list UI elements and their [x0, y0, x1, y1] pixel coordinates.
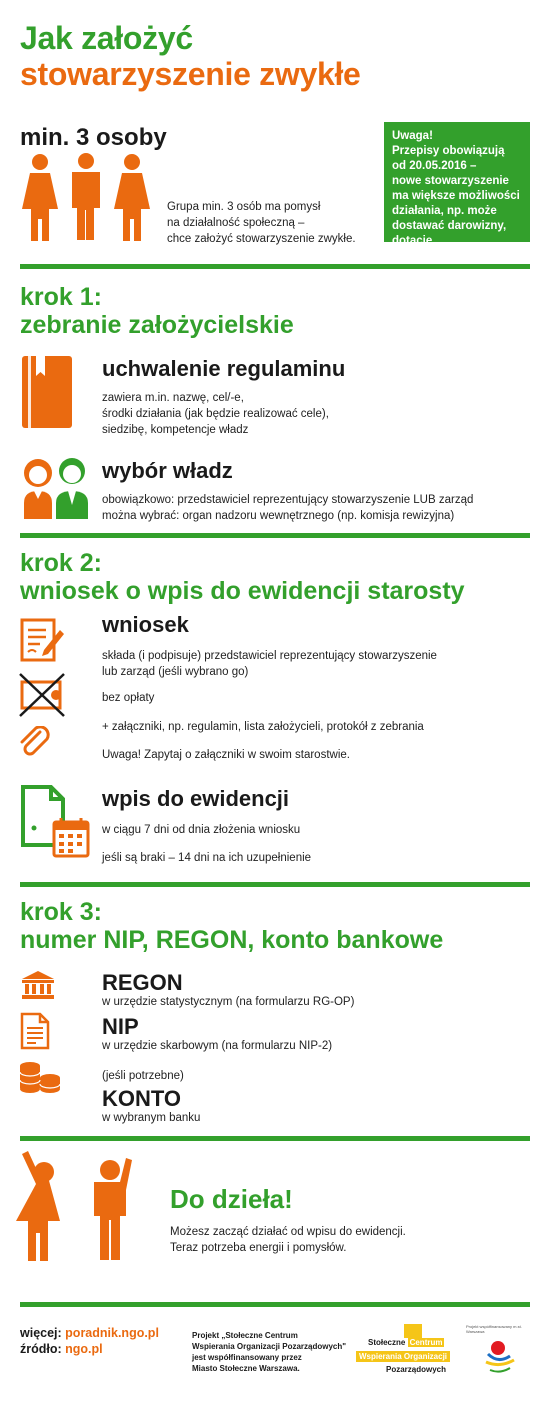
- footer-source-label: źródło:: [20, 1342, 66, 1356]
- divider: [20, 1136, 530, 1141]
- footer-more: [20, 1326, 159, 1340]
- project-line: Projekt „Stołeczne Centrum: [192, 1331, 298, 1340]
- step1-item2-line2: można wybrać: organ nadzoru wewnętrznego (np. komisja rewizyjna): [102, 510, 455, 522]
- page-title-line1: Jak założyć: [20, 20, 193, 56]
- konto-pre: (jeśli potrzebne): [102, 1070, 184, 1082]
- footer-more-link[interactable]: poradnik.ngo.pl: [65, 1326, 159, 1340]
- step1-item1-line1: zawiera m.in. nazwę, cel/-e,: [102, 392, 244, 404]
- step1-item1-heading: uchwalenie regulaminu: [102, 356, 346, 381]
- notice-line: ma większe możliwości: [392, 190, 520, 202]
- regon-text: w urzędzie statystycznym (na formularzu RG-OP): [102, 996, 355, 1008]
- document-calendar-icon: [20, 784, 92, 860]
- warsaw-logo: [482, 1334, 518, 1378]
- form-document-icon: [20, 1012, 50, 1050]
- step1-item2-line1: obowiązkowo: przedstawiciel reprezentujący stowarzyszenie LUB zarząd: [102, 494, 474, 506]
- step3-title-line2: numer NIP, REGON, konto bankowe: [20, 926, 444, 954]
- logo-mark: [404, 1324, 422, 1338]
- page-title-line2: stowarzyszenie zwykłe: [20, 56, 361, 92]
- logo-text-line3: Pozarządowych: [386, 1365, 447, 1374]
- konto-text: w wybranym banku: [102, 1112, 201, 1124]
- scwop-logo: [356, 1324, 452, 1378]
- divider: [20, 882, 530, 887]
- step3-title-line1: krok 3:: [20, 898, 102, 926]
- paperclip-icon: [20, 726, 50, 758]
- outro-heading: Do dzieła!: [170, 1184, 293, 1214]
- logo-text-a: Stołeczne: [368, 1338, 406, 1347]
- board-people-icon: [20, 455, 90, 521]
- project-info: [192, 1330, 346, 1374]
- book-icon: [20, 354, 76, 430]
- nip-text: w urzędzie skarbowym (na formularzu NIP-2): [102, 1040, 333, 1052]
- notice-line: nowe stowarzyszenie: [392, 175, 509, 187]
- celebrating-people-icon: [14, 1148, 144, 1290]
- logo-text-line2: Wspierania Organizacji: [356, 1351, 450, 1362]
- cofinance-note: Projekt współfinansowany m.st. Warszawa: [466, 1324, 522, 1334]
- footer-source-link[interactable]: ngo.pl: [65, 1342, 103, 1356]
- intro-text-line2: na działalność społeczną –: [167, 217, 305, 229]
- nip-heading: NIP: [102, 1014, 139, 1039]
- notice-line: od 20.05.2016 –: [392, 160, 477, 172]
- step2-item1-heading: wniosek: [102, 612, 189, 637]
- step2-title-line1: krok 2:: [20, 549, 102, 577]
- step1-title-line1: krok 1:: [20, 283, 102, 311]
- bank-building-icon: [20, 970, 56, 1000]
- step2-title-line2: wniosek o wpis do ewidencji starosty: [20, 577, 465, 605]
- footer-source: [20, 1342, 103, 1356]
- step2-item2-line2: jeśli są braki – 14 dni na ich uzupełnienie: [102, 852, 312, 864]
- step1-title-line2: zebranie założycielskie: [20, 311, 294, 339]
- outro-line1: Możesz zacząć działać od wpisu do ewidencji.: [170, 1226, 406, 1238]
- three-people-icon: [18, 152, 158, 244]
- step2-item2-heading: wpis do ewidencji: [102, 786, 290, 811]
- konto-heading: KONTO: [102, 1086, 182, 1111]
- step2-item1-line4: + załączniki, np. regulamin, lista założycieli, protokół z zebrania: [102, 721, 424, 733]
- logo-text-b: Centrum: [409, 1338, 443, 1347]
- step1-item2-heading: wybór władz: [102, 458, 233, 483]
- divider: [20, 1302, 530, 1307]
- step2-item1-line2: lub zarząd (jeśli wybrano go): [102, 666, 249, 678]
- notice-line: dotacje.: [392, 235, 436, 247]
- project-line: Wspierania Organizacji Pozarządowych": [192, 1342, 347, 1351]
- divider: [20, 264, 530, 269]
- divider: [20, 533, 530, 538]
- coins-icon: [18, 1060, 62, 1094]
- step2-item1-line5: Uwaga! Zapytaj o załączniki w swoim starostwie.: [102, 749, 350, 761]
- notice-box: [384, 122, 530, 247]
- notice-line: działania, np. może: [392, 205, 497, 217]
- project-line: jest współfinansowany przez: [192, 1353, 302, 1362]
- intro-text-line1: Grupa min. 3 osób ma pomysł: [167, 201, 321, 213]
- notice-line: Przepisy obowiązują: [392, 145, 505, 157]
- step2-item1-line1: składa (i podpisuje) przedstawiciel reprezentujący stowarzyszenie: [102, 650, 437, 662]
- form-pen-icon: [20, 618, 66, 662]
- footer-more-label: więcej:: [20, 1326, 66, 1340]
- step1-item1-line2: środki działania (jak będzie realizować cele),: [102, 408, 329, 420]
- notice-line: Uwaga!: [392, 130, 433, 142]
- no-fee-icon: [18, 672, 66, 718]
- intro-heading: min. 3 osoby: [20, 124, 167, 151]
- project-line: Miasto Stołeczne Warszawa.: [192, 1364, 300, 1373]
- step1-item1-line3: siedzibę, kompetencje władz: [102, 424, 249, 436]
- notice-line: dostawać darowizny,: [392, 220, 507, 232]
- intro-text-line3: chce założyć stowarzyszenie zwykłe.: [167, 233, 356, 245]
- step2-item1-line3: bez opłaty: [102, 692, 155, 704]
- step2-item2-line1: w ciągu 7 dni od dnia złożenia wniosku: [102, 824, 301, 836]
- regon-heading: REGON: [102, 970, 183, 995]
- outro-line2: Teraz potrzeba energii i pomysłów.: [170, 1242, 347, 1254]
